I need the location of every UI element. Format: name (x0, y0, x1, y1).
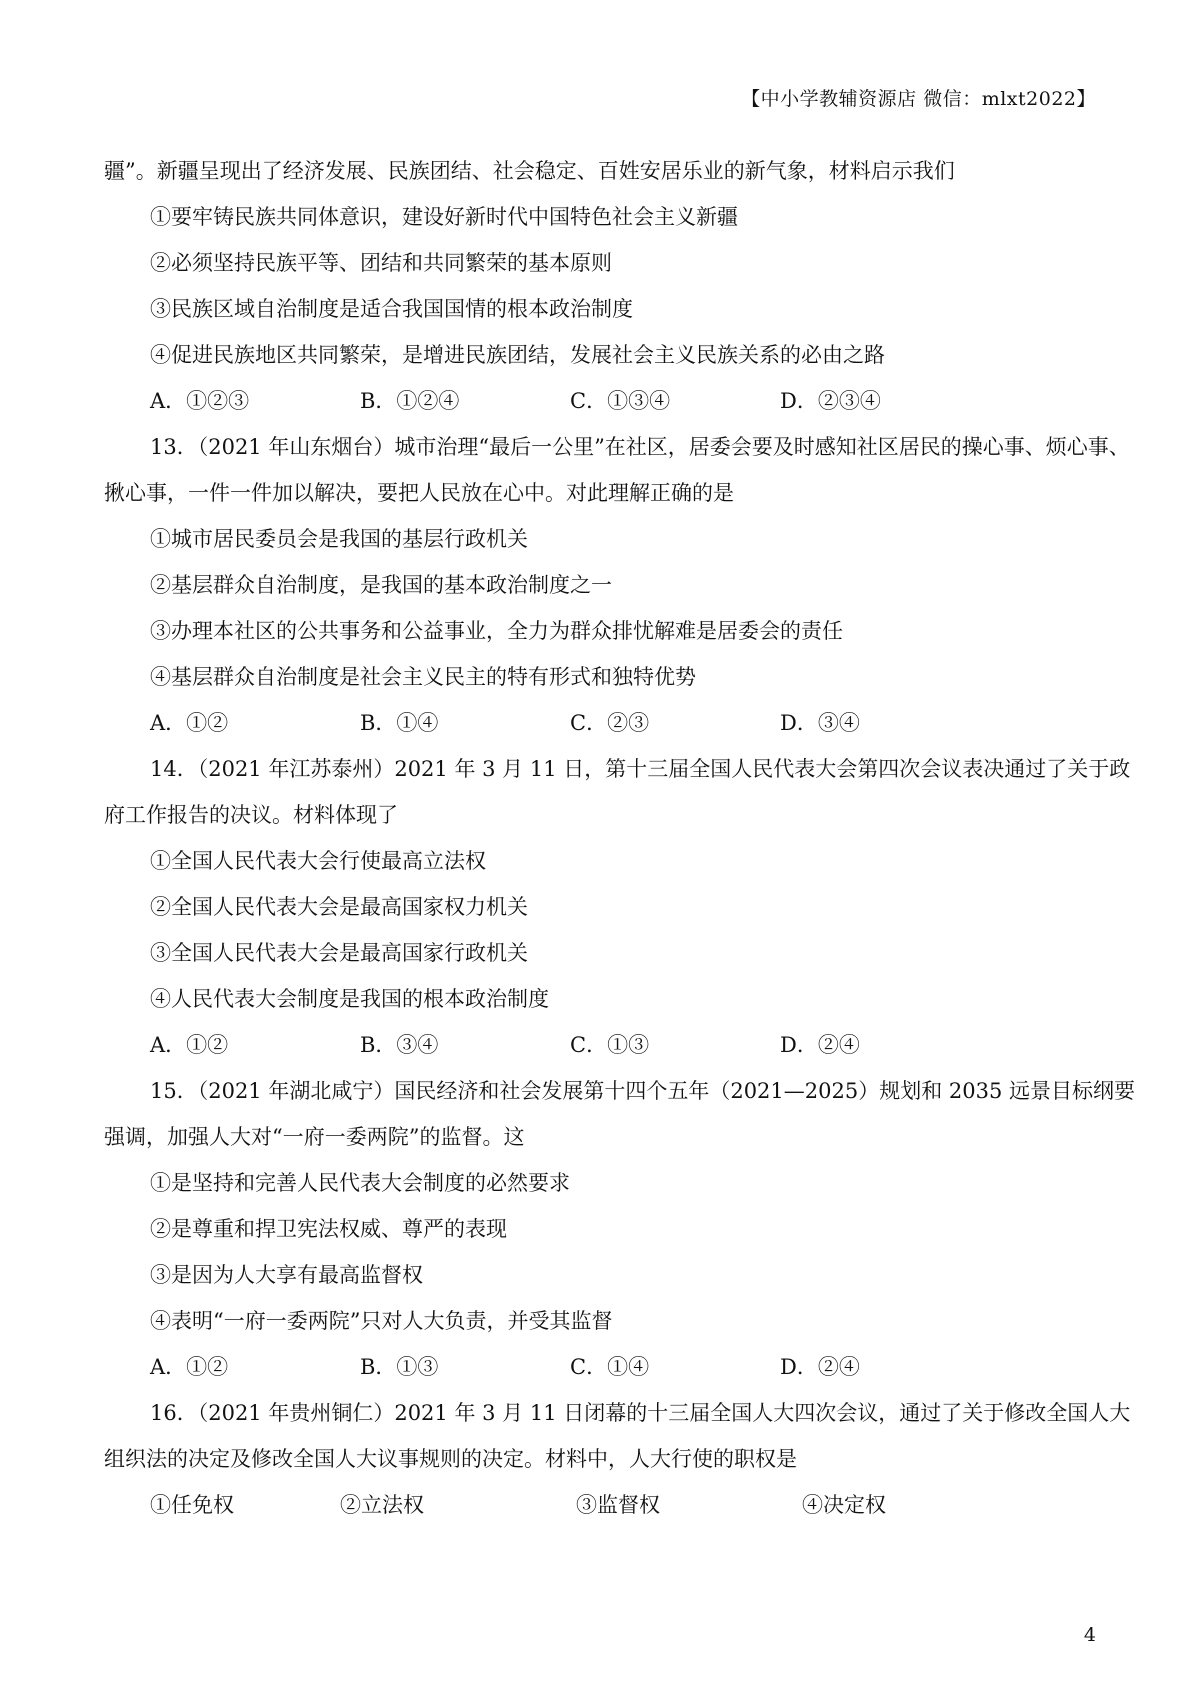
q16-stem-line-2: 组织法的决定及修改全国人大议事规则的决定。材料中，人大行使的职权是 (104, 1447, 797, 1471)
q14-statement-3: ③全国人民代表大会是最高国家行政机关 (150, 941, 528, 965)
q15-statement-1: ①是坚持和完善人民代表大会制度的必然要求 (150, 1171, 570, 1195)
q12-option-a: A．①②③ (150, 389, 250, 413)
q15-options (104, 1344, 1100, 1390)
q16-statement-2: ②立法权 (340, 1493, 424, 1517)
q13-statement-3: ③办理本社区的公共事务和公益事业，全力为群众排忧解难是居委会的责任 (150, 619, 843, 643)
header-note: 【中小学教辅资源店 微信：mlxt2022】 (741, 88, 1096, 110)
q15-statement-4: ④表明“一府一委两院”只对人大负责，并受其监督 (150, 1309, 613, 1333)
q14-options (104, 1022, 1100, 1068)
q12-options (104, 378, 1100, 424)
q12-option-b: B．①②④ (360, 389, 460, 413)
q14-statement-4: ④人民代表大会制度是我国的根本政治制度 (150, 987, 549, 1011)
q14-statement-2: ②全国人民代表大会是最高国家权力机关 (150, 895, 528, 919)
q14-option-c: C．①③ (570, 1033, 650, 1057)
q15-stem-line-2: 强调，加强人大对“一府一委两院”的监督。这 (104, 1125, 525, 1149)
q12-statement-1: ①要牢铸民族共同体意识，建设好新时代中国特色社会主义新疆 (150, 205, 738, 229)
q15-statement-3: ③是因为人大享有最高监督权 (150, 1263, 423, 1287)
q12-statement-2: ②必须坚持民族平等、团结和共同繁荣的基本原则 (150, 251, 612, 275)
q15-option-d: D．②④ (780, 1355, 860, 1379)
q14-statement-1: ①全国人民代表大会行使最高立法权 (150, 849, 486, 873)
q14-option-b: B．③④ (360, 1033, 439, 1057)
q12-option-c: C．①③④ (570, 389, 671, 413)
q14-stem-line-1: 14．（2021 年江苏泰州）2021 年 3 月 11 日，第十三届全国人民代表大会第四次会议表决通过了关于政 (150, 757, 1131, 781)
q15-stem-line-1: 15．（2021 年湖北咸宁）国民经济和社会发展第十四个五年（2021—2025）规划和 2035 远景目标纲要 (150, 1079, 1136, 1103)
q14-option-a: A．①② (150, 1033, 229, 1057)
q13-statement-2: ②基层群众自治制度，是我国的基本政治制度之一 (150, 573, 612, 597)
q13-stem-line-2: 揪心事，一件一件加以解决，要把人民放在心中。对此理解正确的是 (104, 481, 734, 505)
q12-statement-4: ④促进民族地区共同繁荣，是增进民族团结，发展社会主义民族关系的必由之路 (150, 343, 885, 367)
q12-option-d: D．②③④ (780, 389, 881, 413)
q13-options (104, 700, 1100, 746)
document-body (104, 148, 1136, 1528)
q16-statements (104, 1482, 1100, 1528)
q14-option-d: D．②④ (780, 1033, 860, 1057)
q16-statement-1: ①任免权 (150, 1493, 234, 1517)
q15-statement-2: ②是尊重和捍卫宪法权威、尊严的表现 (150, 1217, 507, 1241)
q15-option-b: B．①③ (360, 1355, 439, 1379)
q13-option-d: D．③④ (780, 711, 860, 735)
q15-option-a: A．①② (150, 1355, 229, 1379)
q12-statement-3: ③民族区域自治制度是适合我国国情的根本政治制度 (150, 297, 633, 321)
q14-stem-line-2: 府工作报告的决议。材料体现了 (104, 803, 398, 827)
q13-statement-1: ①城市居民委员会是我国的基层行政机关 (150, 527, 528, 551)
q13-option-a: A．①② (150, 711, 229, 735)
q13-option-c: C．②③ (570, 711, 650, 735)
q12-stem-line: 疆”。新疆呈现出了经济发展、民族团结、社会稳定、百姓安居乐业的新气象，材料启示我们 (104, 159, 955, 183)
q16-statement-4: ④决定权 (802, 1493, 886, 1517)
q16-statement-3: ③监督权 (576, 1493, 660, 1517)
q15-option-c: C．①④ (570, 1355, 650, 1379)
q16-stem-line-1: 16．（2021 年贵州铜仁）2021 年 3 月 11 日闭幕的十三届全国人大四次会议，通过了关于修改全国人大 (150, 1401, 1131, 1425)
page-number: 4 (1083, 1624, 1096, 1646)
q13-statement-4: ④基层群众自治制度是社会主义民主的特有形式和独特优势 (150, 665, 696, 689)
q13-stem-line-1: 13．（2021 年山东烟台）城市治理“最后一公里”在社区，居委会要及时感知社区居民的操心事、烦心事、 (150, 435, 1130, 459)
q13-option-b: B．①④ (360, 711, 439, 735)
